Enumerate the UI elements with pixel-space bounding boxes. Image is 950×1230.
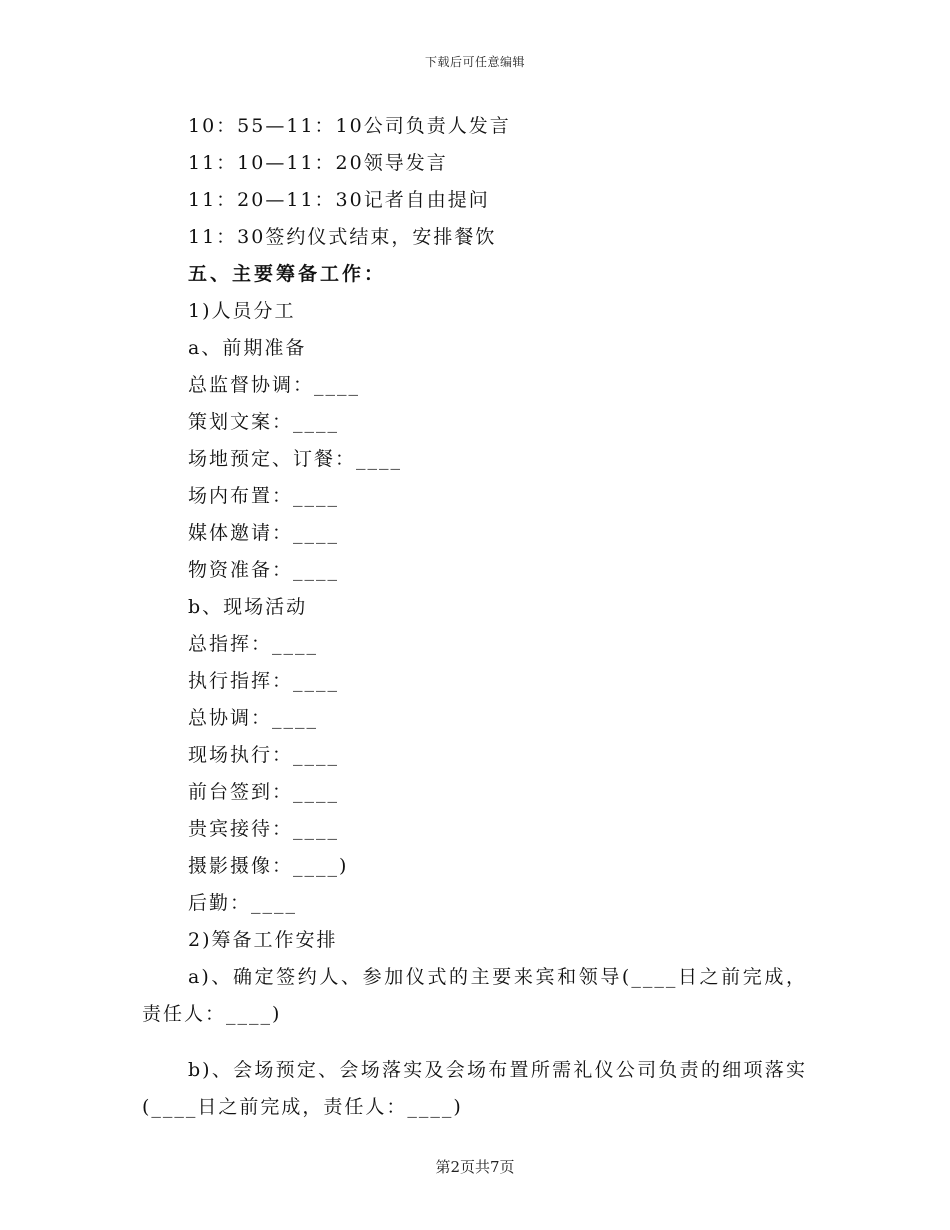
role-line: 总协调：____ bbox=[188, 707, 319, 729]
role-line: 物资准备：____ bbox=[188, 559, 340, 581]
group-title: a、前期准备 bbox=[188, 337, 307, 359]
role-line: 场内布置：____ bbox=[188, 485, 340, 507]
role-line: 后勤：____ bbox=[188, 892, 298, 914]
schedule-line: 10：55—11：10公司负责人发言 bbox=[188, 115, 511, 137]
section-heading: 五、主要筹备工作： bbox=[188, 263, 387, 285]
task-paragraph: a)、确定签约人、参加仪式的主要来宾和领导(____日之前完成，责任人：____) bbox=[142, 966, 807, 1025]
task-paragraph: b)、会场预定、会场落实及会场布置所需礼仪公司负责的细项落实(____日之前完成，责任人：____) bbox=[142, 1059, 807, 1118]
role-line: 执行指挥：____ bbox=[188, 670, 340, 692]
schedule-line: 11：20—11：30记者自由提问 bbox=[188, 189, 490, 211]
page-header: 下载后可任意编辑 bbox=[424, 55, 525, 69]
role-line: 场地预定、订餐：____ bbox=[188, 448, 403, 470]
subsection-title: 2)筹备工作安排 bbox=[188, 929, 338, 951]
schedule-line: 11：30签约仪式结束，安排餐饮 bbox=[188, 226, 497, 248]
role-line: 贵宾接待：____ bbox=[188, 818, 340, 840]
subsection-title: 1)人员分工 bbox=[188, 300, 296, 322]
role-line: 现场执行：____ bbox=[188, 744, 340, 766]
role-line: 总指挥：____ bbox=[188, 633, 319, 655]
role-line: 摄影摄像：____) bbox=[188, 855, 349, 877]
schedule-line: 11：10—11：20领导发言 bbox=[188, 152, 448, 174]
page-footer: 第2页共7页 bbox=[435, 1158, 515, 1176]
role-line: 策划文案：____ bbox=[188, 411, 340, 433]
document-body bbox=[142, 108, 807, 1145]
role-line: 媒体邀请：____ bbox=[188, 522, 340, 544]
role-line: 总监督协调：____ bbox=[188, 374, 361, 396]
group-title: b、现场活动 bbox=[188, 596, 308, 618]
role-line: 前台签到：____ bbox=[188, 781, 340, 803]
